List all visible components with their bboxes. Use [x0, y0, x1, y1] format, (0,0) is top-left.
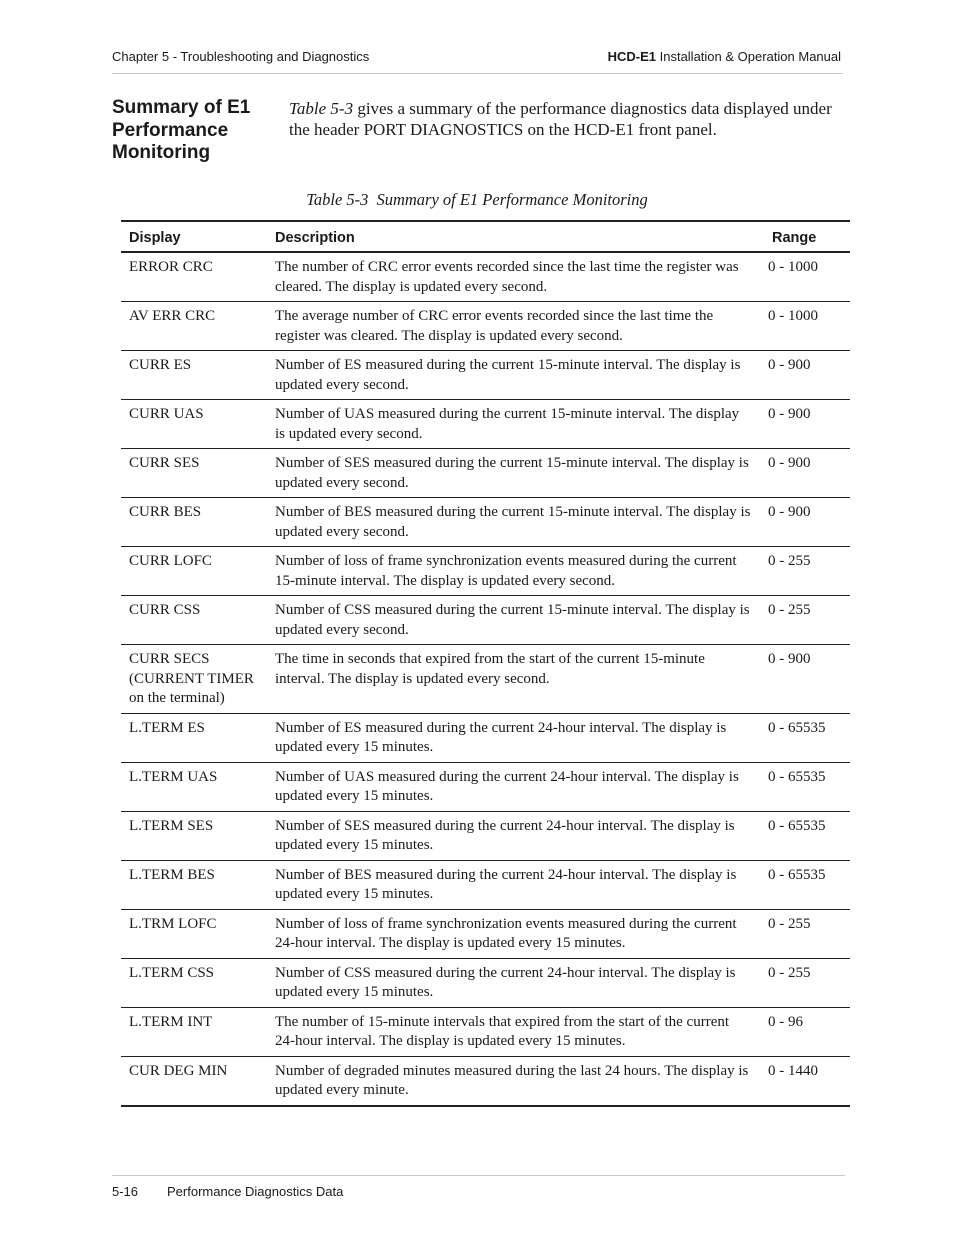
table-row	[121, 958, 850, 1007]
intro-paragraph	[289, 98, 834, 140]
table-body	[121, 252, 850, 1106]
chapter-title: Chapter 5 - Troubleshooting and Diagnostics	[112, 49, 370, 64]
manual-title-product: HCD-E1	[607, 49, 656, 64]
column-header-display: Display	[121, 221, 267, 252]
cell-range: 0 - 255	[764, 958, 850, 1007]
cell-description: Number of UAS measured during the current 15-minute interval. The display is updated every second.	[267, 400, 764, 449]
cell-display: L.TERM CSS	[121, 958, 267, 1007]
table-caption-number: Table 5-3	[306, 190, 369, 209]
cell-display: CURR SECS (CURRENT TIMER on the terminal)	[121, 645, 267, 714]
table-row	[121, 302, 850, 351]
manual-title-rest: Installation & Operation Manual	[656, 49, 841, 64]
table-row	[121, 400, 850, 449]
cell-range: 0 - 255	[764, 547, 850, 596]
table-row	[121, 1007, 850, 1056]
cell-display: CURR CSS	[121, 596, 267, 645]
cell-range: 0 - 65535	[764, 762, 850, 811]
cell-range: 0 - 255	[764, 909, 850, 958]
cell-description: The number of 15-minute intervals that expired from the start of the current 24-hour interval. The display is updated every 15 minutes.	[267, 1007, 764, 1056]
cell-display: CURR LOFC	[121, 547, 267, 596]
table-row	[121, 762, 850, 811]
cell-range: 0 - 900	[764, 400, 850, 449]
cell-range: 0 - 1440	[764, 1056, 850, 1106]
table-row	[121, 351, 850, 400]
table-row	[121, 547, 850, 596]
cell-display: L.TERM INT	[121, 1007, 267, 1056]
table-caption-title: Summary of E1 Performance Monitoring	[376, 190, 648, 209]
table-row	[121, 909, 850, 958]
table-row	[121, 811, 850, 860]
intro-text: gives a summary of the performance diagnostics data displayed under the header PORT DIAGNOSTICS on the HCD-E1 front panel.	[289, 99, 832, 139]
cell-description: Number of CSS measured during the current 15-minute interval. The display is updated every second.	[267, 596, 764, 645]
column-header-range: Range	[764, 221, 850, 252]
performance-monitoring-table	[121, 220, 850, 1107]
cell-display: CURR BES	[121, 498, 267, 547]
cell-description: Number of SES measured during the current 15-minute interval. The display is updated every second.	[267, 449, 764, 498]
cell-range: 0 - 1000	[764, 302, 850, 351]
cell-description: Number of CSS measured during the current 24-hour interval. The display is updated every 15 minutes.	[267, 958, 764, 1007]
cell-range: 0 - 65535	[764, 811, 850, 860]
table-row	[121, 498, 850, 547]
cell-display: CUR DEG MIN	[121, 1056, 267, 1106]
page-footer	[112, 1175, 845, 1199]
cell-range: 0 - 900	[764, 498, 850, 547]
cell-display: L.TERM BES	[121, 860, 267, 909]
table-row	[121, 1056, 850, 1106]
cell-description: Number of degraded minutes measured during the last 24 hours. The display is updated every minute.	[267, 1056, 764, 1106]
cell-display: L.TRM LOFC	[121, 909, 267, 958]
cell-display: CURR SES	[121, 449, 267, 498]
cell-display: CURR UAS	[121, 400, 267, 449]
cell-description: The average number of CRC error events recorded since the last time the register was cleared. The display is updated every second.	[267, 302, 764, 351]
cell-description: Number of BES measured during the current 24-hour interval. The display is updated every 15 minutes.	[267, 860, 764, 909]
cell-description: Number of loss of frame synchronization events measured during the current 15-minute interval. The display is updated every second.	[267, 547, 764, 596]
cell-display: L.TERM ES	[121, 713, 267, 762]
table-row	[121, 449, 850, 498]
footer-section-name: Performance Diagnostics Data	[167, 1184, 344, 1199]
table-row	[121, 645, 850, 714]
cell-range: 0 - 65535	[764, 860, 850, 909]
cell-range: 0 - 900	[764, 449, 850, 498]
table-row	[121, 860, 850, 909]
table-reference-link[interactable]: Table 5-3	[289, 99, 354, 118]
cell-range: 0 - 900	[764, 645, 850, 714]
table-row	[121, 596, 850, 645]
cell-description: Number of SES measured during the current 24-hour interval. The display is updated every 15 minutes.	[267, 811, 764, 860]
cell-display: L.TERM SES	[121, 811, 267, 860]
cell-description: Number of ES measured during the current 24-hour interval. The display is updated every 15 minutes.	[267, 713, 764, 762]
cell-description: Number of ES measured during the current 15-minute interval. The display is updated every second.	[267, 351, 764, 400]
cell-display: ERROR CRC	[121, 252, 267, 302]
column-header-description: Description	[267, 221, 764, 252]
cell-description: The number of CRC error events recorded since the last time the register was cleared. The display is updated every second.	[267, 252, 764, 302]
cell-range: 0 - 255	[764, 596, 850, 645]
table-row	[121, 252, 850, 302]
table-header	[121, 221, 850, 252]
cell-description: The time in seconds that expired from the start of the current 15-minute interval. The display is updated every second.	[267, 645, 764, 714]
cell-display: CURR ES	[121, 351, 267, 400]
manual-title	[608, 49, 841, 64]
table-caption	[0, 190, 954, 210]
cell-range: 0 - 1000	[764, 252, 850, 302]
cell-description: Number of UAS measured during the current 24-hour interval. The display is updated every 15 minutes.	[267, 762, 764, 811]
cell-range: 0 - 65535	[764, 713, 850, 762]
cell-range: 0 - 900	[764, 351, 850, 400]
cell-description: Number of BES measured during the current 15-minute interval. The display is updated every second.	[267, 498, 764, 547]
page-header	[112, 48, 843, 74]
section-title: Summary of E1 Performance Monitoring	[112, 97, 251, 163]
cell-display: L.TERM UAS	[121, 762, 267, 811]
table-header-row	[121, 221, 850, 252]
cell-description: Number of loss of frame synchronization events measured during the current 24-hour interval. The display is updated every 15 minutes.	[267, 909, 764, 958]
cell-display: AV ERR CRC	[121, 302, 267, 351]
cell-range: 0 - 96	[764, 1007, 850, 1056]
table-row	[121, 713, 850, 762]
page-number: 5-16	[112, 1184, 139, 1199]
